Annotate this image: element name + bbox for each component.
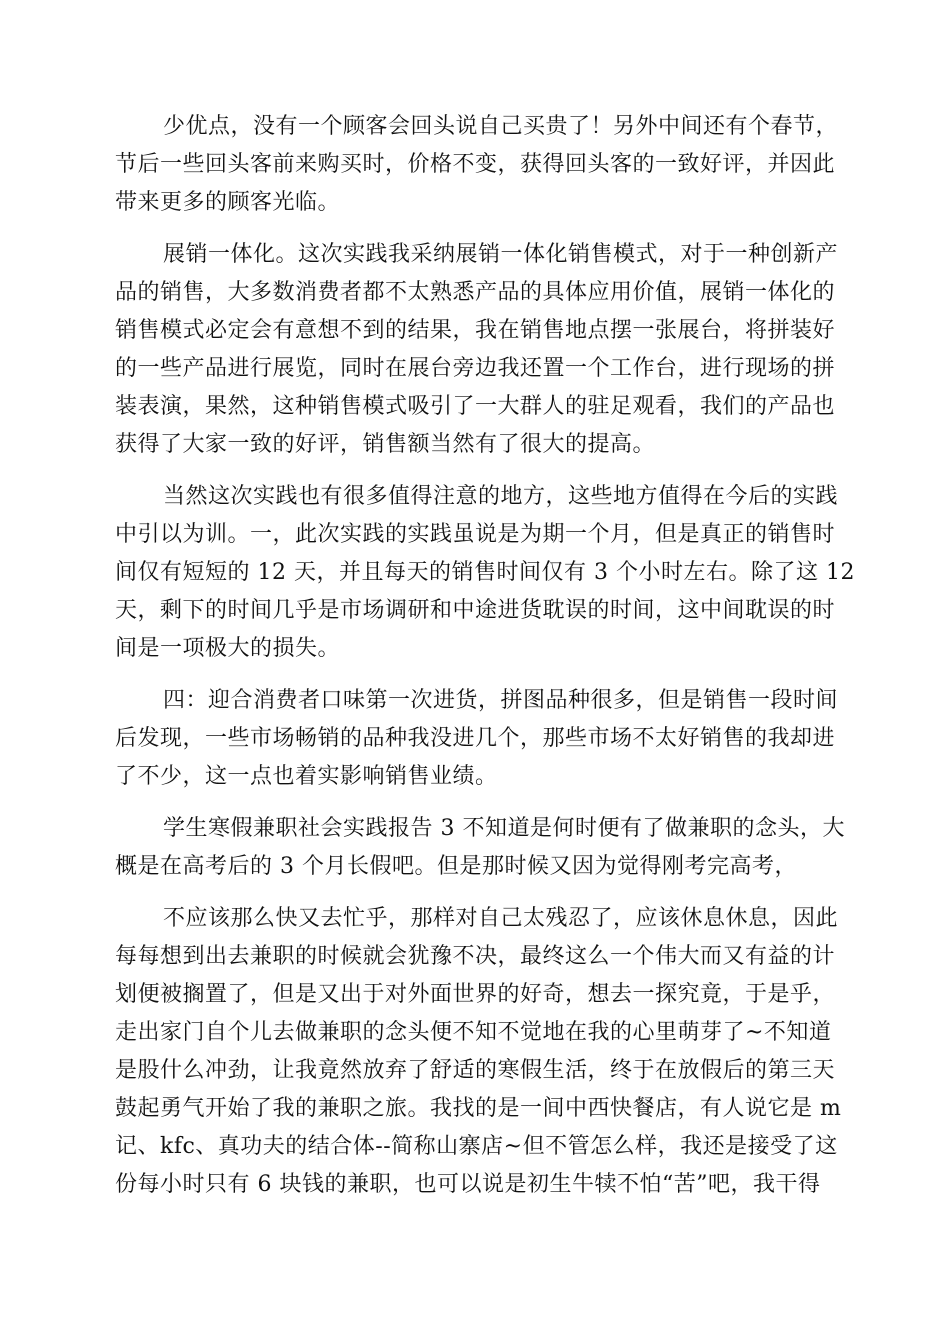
text-line: 销售模式必定会有意想不到的结果，我在销售地点摆一张展台，将拼装好 bbox=[115, 318, 836, 343]
text-line: 天，剩下的时间几乎是市场调研和中途进货耽误的时间，这中间耽误的时 bbox=[115, 598, 836, 623]
paragraph bbox=[115, 810, 845, 886]
text-line: 展销一体化。这次实践我采纳展销一体化销售模式，对于一种创新产 bbox=[163, 242, 839, 267]
text-line: 是股什么冲劲，让我竟然放弃了舒适的寒假生活，终于在放假后的第三天 bbox=[115, 1058, 836, 1083]
document-body bbox=[115, 108, 855, 1218]
text-line: 份每小时只有 6 块钱的兼职，也可以说是初生牛犊不怕“苦”吧，我干得 bbox=[115, 1172, 821, 1197]
paragraph bbox=[115, 478, 855, 668]
text-line: 不应该那么快又去忙乎，那样对自己太残忍了，应该休息休息，因此 bbox=[163, 906, 839, 931]
text-line: 概是在高考后的 3 个月长假吧。但是那时候又因为觉得刚考完高考， bbox=[115, 854, 797, 879]
text-line: 间仅有短短的 12 天，并且每天的销售时间仅有 3 个小时左右。除了这 12 bbox=[115, 560, 855, 585]
paragraph bbox=[115, 108, 839, 222]
text-line: 当然这次实践也有很多值得注意的地方，这些地方值得在今后的实践 bbox=[163, 484, 839, 509]
text-line: 品的销售，大多数消费者都不太熟悉产品的具体应用价值，展销一体化的 bbox=[115, 280, 836, 305]
text-line: 鼓起勇气开始了我的兼职之旅。我找的是一间中西快餐店，有人说它是 m bbox=[115, 1096, 842, 1121]
text-line: 的一些产品进行展览，同时在展台旁边我还置一个工作台，进行现场的拼 bbox=[115, 356, 836, 381]
text-line: 后发现，一些市场畅销的品种我没进几个，那些市场不太好销售的我却进 bbox=[115, 726, 836, 751]
text-line: 记、kfc、真功夫的结合体--简称山寨店~但不管怎么样，我还是接受了这 bbox=[115, 1134, 838, 1159]
paragraph bbox=[115, 682, 839, 796]
text-line: 每每想到出去兼职的时候就会犹豫不决，最终这么一个伟大而又有益的计 bbox=[115, 944, 836, 969]
text-line: 四：迎合消费者口味第一次进货，拼图品种很多，但是销售一段时间 bbox=[163, 688, 839, 713]
paragraph bbox=[115, 900, 842, 1204]
text-line: 走出家门自个儿去做兼职的念头便不知不觉地在我的心里萌芽了~不知道 bbox=[115, 1020, 832, 1045]
text-line: 间是一项极大的损失。 bbox=[115, 636, 341, 661]
text-line: 装表演，果然，这种销售模式吸引了一大群人的驻足观看，我们的产品也 bbox=[115, 394, 836, 419]
paragraph bbox=[115, 236, 839, 464]
text-line: 了不少，这一点也着实影响销售业绩。 bbox=[115, 764, 498, 789]
text-line: 节后一些回头客前来购买时，价格不变，获得回头客的一致好评，并因此 bbox=[115, 152, 836, 177]
text-line: 带来更多的顾客光临。 bbox=[115, 190, 341, 215]
text-line: 少优点，没有一个顾客会回头说自己买贵了！另外中间还有个春节， bbox=[163, 114, 839, 139]
text-line: 学生寒假兼职社会实践报告 3 不知道是何时便有了做兼职的念头，大 bbox=[163, 816, 845, 841]
text-line: 划便被搁置了，但是又出于对外面世界的好奇，想去一探究竟，于是乎， bbox=[115, 982, 836, 1007]
text-line: 获得了大家一致的好评，销售额当然有了很大的提高。 bbox=[115, 432, 656, 457]
text-line: 中引以为训。一，此次实践的实践虽说是为期一个月，但是真正的销售时 bbox=[115, 522, 836, 547]
